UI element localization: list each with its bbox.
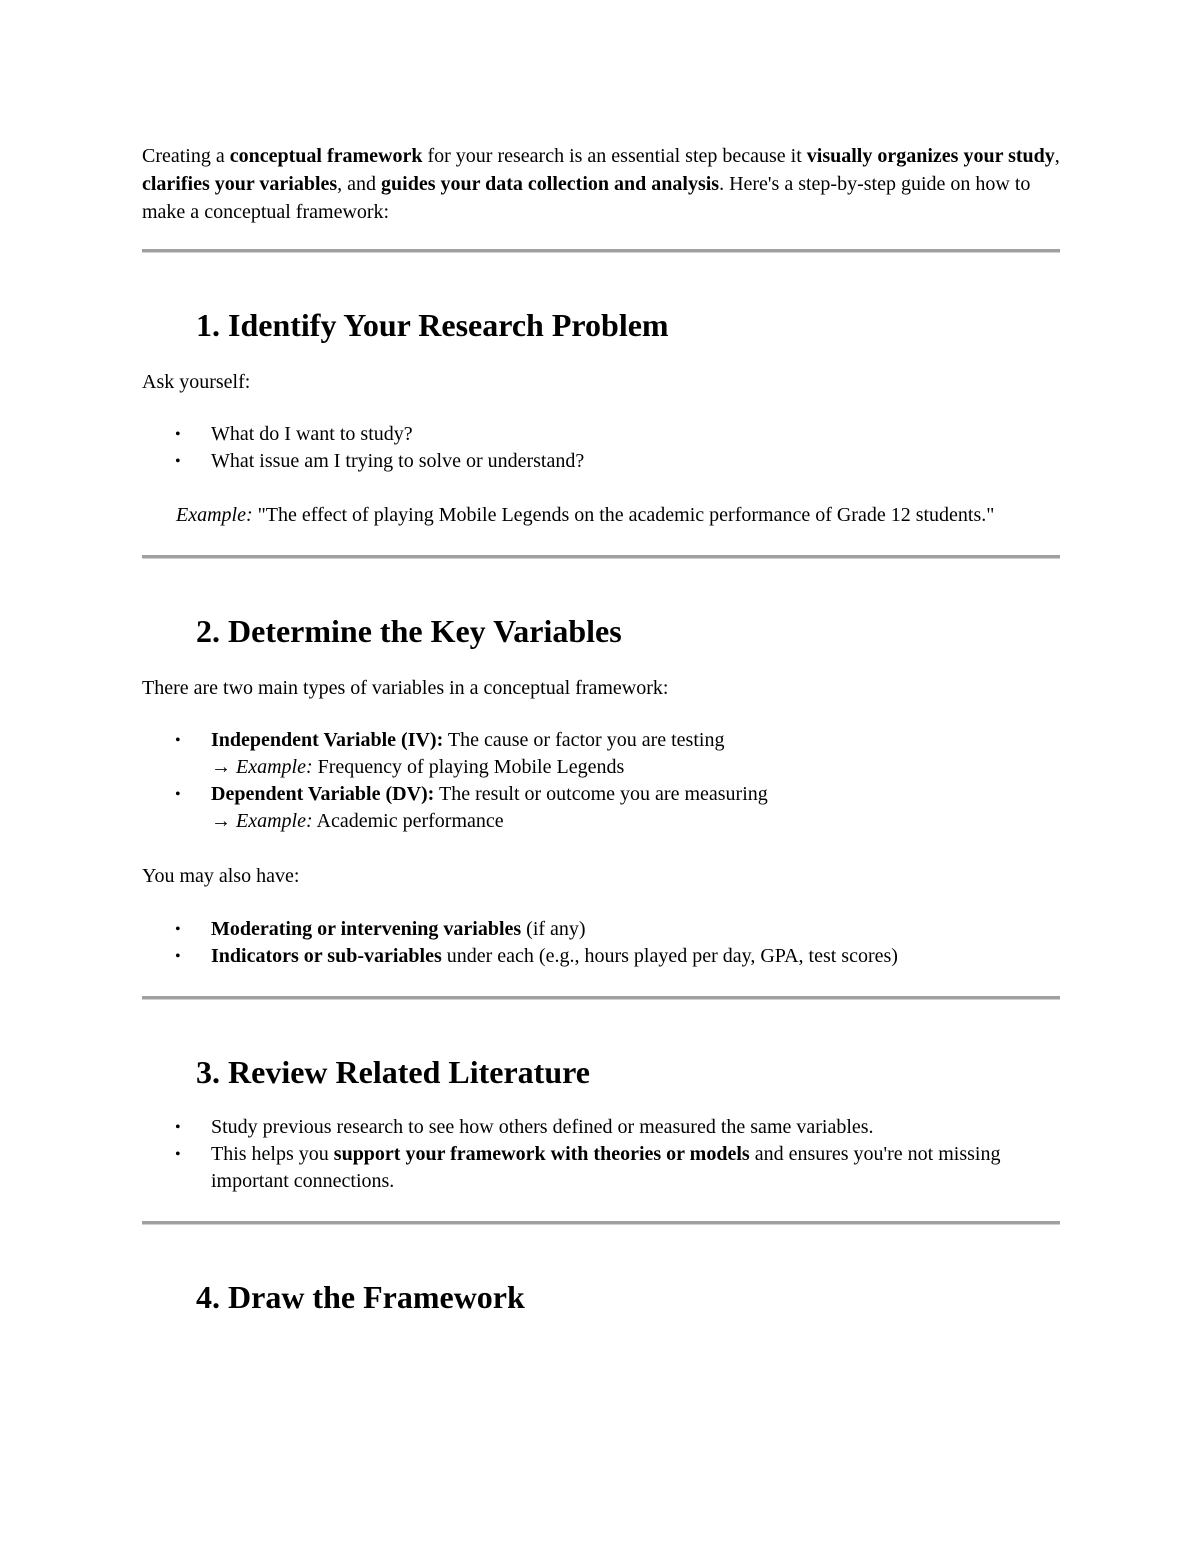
list-item-text: This helps you bbox=[211, 1143, 334, 1165]
intro-bold: visually organizes your study bbox=[806, 145, 1055, 167]
section-lead: You may also have: bbox=[142, 865, 300, 887]
list-item bbox=[142, 943, 1060, 970]
list-item-text: (if any) bbox=[521, 918, 586, 940]
example-text: Frequency of playing Mobile Legends bbox=[312, 756, 625, 778]
horizontal-rule bbox=[142, 996, 1060, 1000]
list-item bbox=[142, 448, 1060, 475]
section-lead: There are two main types of variables in a conceptual framework: bbox=[142, 677, 669, 699]
horizontal-rule bbox=[142, 249, 1060, 253]
bullet-icon: • bbox=[175, 1119, 181, 1136]
intro-paragraph bbox=[142, 142, 1060, 226]
list-item bbox=[142, 1114, 1060, 1141]
intro-text: . Here's a step-by-step guide on how to make a conceptual framework: bbox=[142, 173, 1031, 223]
section-heading: 4. Draw the Framework bbox=[196, 1279, 525, 1315]
intro-bold: guides your data collection and analysis bbox=[381, 173, 720, 195]
variables-list bbox=[142, 727, 1060, 835]
example-text: Academic performance bbox=[312, 810, 504, 832]
bullet-icon: • bbox=[175, 426, 181, 443]
horizontal-rule bbox=[142, 555, 1060, 559]
list-item-text: What do I want to study? bbox=[211, 423, 413, 445]
bullet-icon: • bbox=[175, 1146, 181, 1163]
variable-desc: The result or outcome you are measuring bbox=[434, 783, 768, 805]
arrow-icon: → bbox=[211, 756, 236, 778]
list-item-text: and ensures you're not missing important connections. bbox=[211, 1143, 1001, 1192]
variable-label: Independent Variable (IV): bbox=[211, 729, 444, 751]
list-item bbox=[142, 727, 1060, 781]
example-label: Example: bbox=[236, 810, 313, 832]
example-label: Example: bbox=[176, 504, 253, 526]
variable-label: Dependent Variable (DV): bbox=[211, 783, 435, 805]
bullet-icon: • bbox=[175, 786, 181, 803]
list-item-bold: Indicators or sub-variables bbox=[211, 945, 442, 967]
section-heading: 3. Review Related Literature bbox=[196, 1054, 590, 1090]
example-label: Example: bbox=[236, 756, 313, 778]
section-lead: Ask yourself: bbox=[142, 371, 251, 393]
intro-text: , and bbox=[337, 173, 382, 195]
variable-example bbox=[211, 754, 1060, 781]
intro-bold: clarifies your variables bbox=[142, 173, 338, 195]
example-paragraph bbox=[142, 501, 1060, 529]
bullet-icon: • bbox=[175, 732, 181, 749]
section-heading: 2. Determine the Key Variables bbox=[196, 613, 622, 649]
horizontal-rule bbox=[142, 1221, 1060, 1225]
intro-text: , bbox=[1054, 145, 1060, 167]
list-item bbox=[142, 1141, 1060, 1195]
bullet-list bbox=[142, 421, 1060, 475]
list-item-bold: support your framework with theories or models bbox=[333, 1143, 750, 1165]
list-item-text: Study previous research to see how others defined or measured the same variables. bbox=[211, 1116, 874, 1138]
variable-example bbox=[211, 808, 1060, 835]
intro-bold: conceptual framework bbox=[229, 145, 423, 167]
intro-text: Creating a bbox=[142, 145, 230, 167]
bullet-list bbox=[142, 916, 1060, 970]
variable-desc: The cause or factor you are testing bbox=[443, 729, 725, 751]
intro-text: for your research is an essential step because it bbox=[422, 145, 807, 167]
document-page bbox=[142, 142, 1060, 1317]
list-item bbox=[142, 916, 1060, 943]
list-item-bold: Moderating or intervening variables bbox=[211, 918, 522, 940]
section-heading: 1. Identify Your Research Problem bbox=[196, 307, 669, 343]
bullet-icon: • bbox=[175, 453, 181, 470]
bullet-icon: • bbox=[175, 948, 181, 965]
list-item bbox=[142, 781, 1060, 835]
example-text: "The effect of playing Mobile Legends on the academic performance of Grade 12 students." bbox=[252, 504, 995, 526]
arrow-icon: → bbox=[211, 810, 236, 832]
list-item bbox=[142, 421, 1060, 448]
bullet-icon: • bbox=[175, 921, 181, 938]
bullet-list bbox=[142, 1114, 1060, 1195]
list-item-text: under each (e.g., hours played per day, GPA, test scores) bbox=[441, 945, 898, 967]
list-item-text: What issue am I trying to solve or understand? bbox=[211, 450, 585, 472]
